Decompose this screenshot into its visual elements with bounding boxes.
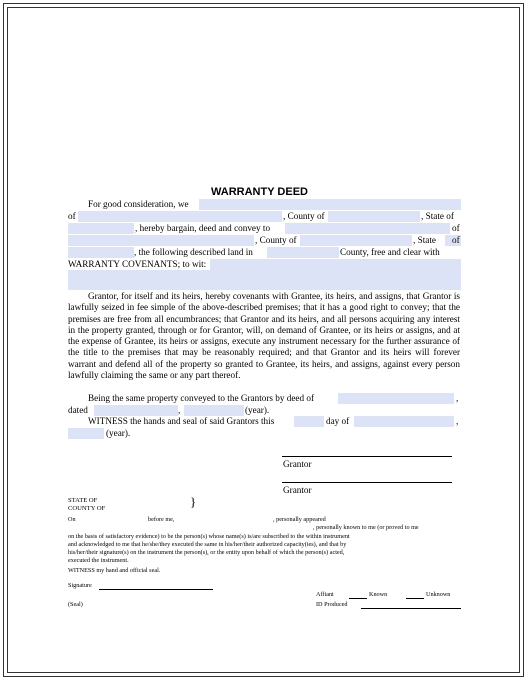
- grantor-state-field[interactable]: [68, 223, 134, 234]
- grantor-label-2: Grantor: [283, 485, 312, 495]
- notary-line-4: and acknowledged to me that he/she/they executed the same in his/her/their authorized capacity(ies), and that by: [68, 541, 347, 548]
- dated-date-field[interactable]: [94, 405, 178, 416]
- id-produced-label: ID Produced: [316, 601, 348, 608]
- dated-label: dated: [68, 405, 88, 415]
- intro-county-2: , County of: [255, 235, 297, 245]
- document-title: WARRANTY DEED: [211, 186, 308, 198]
- notary-line-6: executed the instrument.: [68, 557, 129, 564]
- intro-covenants: WARRANTY COVENANTS; to wit:: [68, 259, 207, 269]
- intro-of-3: of: [452, 235, 460, 245]
- intro-free-clear: County, free and clear with: [340, 247, 440, 257]
- conveyed-text: Being the same property conveyed to the Grantors by deed of: [88, 393, 315, 403]
- grantee-county-field[interactable]: [300, 235, 412, 246]
- id-produced-line[interactable]: [361, 608, 461, 609]
- grantor-names-field[interactable]: [199, 199, 461, 210]
- intro-land: , the following described land in: [134, 247, 253, 257]
- intro-state-2: , State: [413, 235, 436, 245]
- land-county-field[interactable]: [267, 247, 339, 258]
- notary-before-me: before me,: [148, 516, 175, 523]
- notary-line-5: his/her/their signature(s) on the instrument the person(s), or the entity upon behalf of which the person(s) acted,: [68, 549, 345, 556]
- conveyed-comma: ,: [456, 393, 459, 403]
- intro-of-1: of: [68, 211, 76, 221]
- notary-signature-line[interactable]: [99, 589, 213, 590]
- prior-deed-field[interactable]: [338, 393, 454, 404]
- unknown-label: Unknown: [426, 591, 451, 598]
- notary-line-3: on the basis of satisfactory evidence) to be the person(s) whose name(s) is/are subscribed to the within instrument: [68, 533, 350, 540]
- grantor-county-field[interactable]: [328, 211, 420, 222]
- intro-state-1: , State of: [421, 211, 454, 221]
- witness-month-field[interactable]: [354, 416, 454, 427]
- grantor-city-field[interactable]: [78, 211, 282, 222]
- notary-personally-known: , personally known to me (or proved to me: [313, 524, 419, 531]
- witness-day-field[interactable]: [294, 416, 324, 427]
- affiant-label: Affiant: [316, 591, 334, 598]
- witness-text: WITNESS the hands and seal of said Grantors this: [88, 416, 275, 426]
- grantee-city-field[interactable]: [68, 235, 254, 246]
- dated-year-label: (year).: [245, 405, 270, 415]
- notary-brace: }: [190, 494, 197, 509]
- seal-label: (Seal): [68, 601, 83, 608]
- grantor-label-1: Grantor: [283, 459, 312, 469]
- witness-year-field[interactable]: [68, 428, 104, 439]
- notary-witness-hand: WITNESS my hand and official seal.: [68, 567, 161, 574]
- unknown-checkbox-line[interactable]: [406, 598, 424, 599]
- grantee-state-field-2[interactable]: [68, 247, 134, 258]
- witness-year-label: (year).: [106, 428, 131, 438]
- notary-on: On: [68, 516, 76, 523]
- land-description-field-2[interactable]: [68, 270, 461, 290]
- intro-of-2: of: [452, 223, 460, 233]
- witness-comma: ,: [456, 416, 459, 426]
- notary-signature-label: Signature: [68, 582, 92, 589]
- known-checkbox-line[interactable]: [349, 598, 367, 599]
- notary-county: COUNTY OF: [68, 505, 106, 512]
- intro-convey: , hereby bargain, deed and convey to: [135, 223, 271, 233]
- known-label: Known: [369, 591, 388, 598]
- grantor-signature-line-1[interactable]: [282, 456, 452, 457]
- notary-state: STATE OF: [68, 497, 98, 504]
- intro-text-1: For good consideration, we: [88, 199, 189, 209]
- witness-day-of: day of: [326, 416, 350, 426]
- grantor-signature-line-2[interactable]: [282, 482, 452, 483]
- land-description-field-1[interactable]: [210, 259, 461, 270]
- grantee-names-field[interactable]: [285, 223, 450, 234]
- intro-county-1: , County of: [283, 211, 325, 221]
- notary-personally-appeared: , personally appeared: [273, 516, 326, 523]
- dated-year-field[interactable]: [184, 405, 244, 416]
- covenant-paragraph: Grantor, for itself and its heirs, hereby covenants with Grantee, its heirs, and assigns, that Grantor is lawfully seized in fee simple of the above-described premises; that it has a good right to convey; that the premises are free from all encumbrances; that Grantor and its heirs, and all persons acquiring any interest in the property granted, through or for Grantor, will, on demand of Grantee, or its heirs or assigns, and at the expense of Grantee, its heirs or assigns, execute any instrument necessary for the further assurance of the title to the premises that may be reasonably required; and that Grantor and its heirs will forever warrant and defend all of the property so granted to Grantee, its heirs, and assigns, against every person lawfully claiming the same or any part thereof.: [68, 291, 460, 381]
